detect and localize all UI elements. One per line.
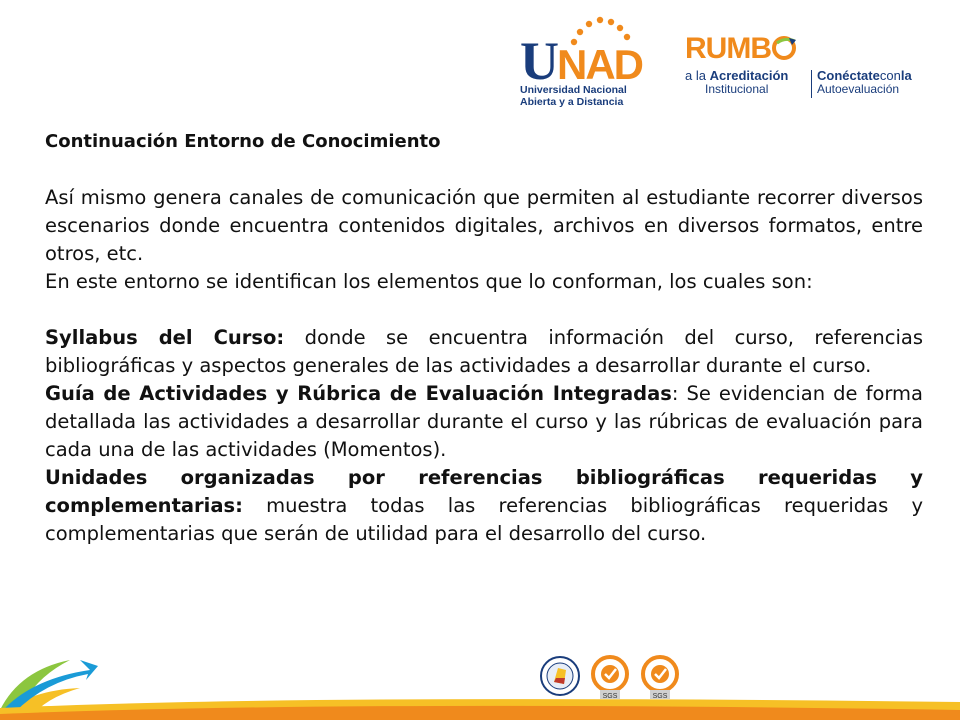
item-syllabus-label: Syllabus del Curso: — [45, 326, 285, 349]
paragraph-elements: En este entorno se identifican los elementos que lo conforman, los cuales son: — [45, 270, 813, 293]
spacer — [45, 296, 923, 324]
rumbo-logo — [685, 32, 945, 102]
rumbo-line1: a la Acreditación — [685, 68, 789, 83]
header-logos — [520, 12, 940, 112]
rumbo-divider — [811, 70, 812, 98]
item-guia-text: : Se evidencian de forma detallada las actividades a desarrollar durante el curso y las rúbricas de evaluación para cada una de las actividades (Momentos). — [45, 382, 923, 461]
rumbo-o-icon — [771, 35, 797, 61]
certification-badges — [538, 652, 698, 700]
unad-logo — [520, 12, 650, 108]
bottom-orange-band — [0, 694, 960, 720]
sgs-label-1: SGS — [602, 693, 618, 700]
document-body — [45, 128, 923, 548]
page-title: Continuación Entorno de Conocimiento — [45, 131, 441, 152]
item-syllabus-text: donde se encuentra información del curso, referencias bibliográficas y aspectos generales de las actividades a desarrollar durante el curso. — [45, 326, 923, 377]
colombia-seal-icon — [541, 657, 579, 695]
paragraph-intro: Así mismo genera canales de comunicación que permiten al estudiante recorrer diversos escenarios donde encuentra contenidos digitales, archivos en diversos formatos, entre otros, etc. — [45, 186, 923, 265]
rumbo-right-line2: Autoevaluación — [817, 82, 900, 96]
item-guia — [45, 380, 923, 464]
item-unidades-label: Unidades organizadas por referencias bibliográficas requeridas y complementarias: — [45, 466, 923, 517]
unad-subtitle: Universidad Nacional Abierta y a Distancia — [520, 84, 627, 108]
item-unidades — [45, 464, 923, 548]
rumbo-wordmark: RUMB — [685, 32, 797, 66]
sgs-label-2: SGS — [652, 693, 668, 700]
rumbo-line2: Institucional — [705, 82, 769, 96]
rumbo-right-line1: Conéctateconla — [817, 68, 912, 83]
item-syllabus — [45, 324, 923, 380]
item-unidades-text: muestra todas las referencias bibliográficas requeridas y complementarias que serán de utilidad para el desarrollo del curso. — [45, 494, 923, 545]
item-guia-label: Guía de Actividades y Rúbrica de Evaluación Integradas — [45, 382, 672, 405]
unad-wordmark: UNAD — [520, 31, 642, 91]
